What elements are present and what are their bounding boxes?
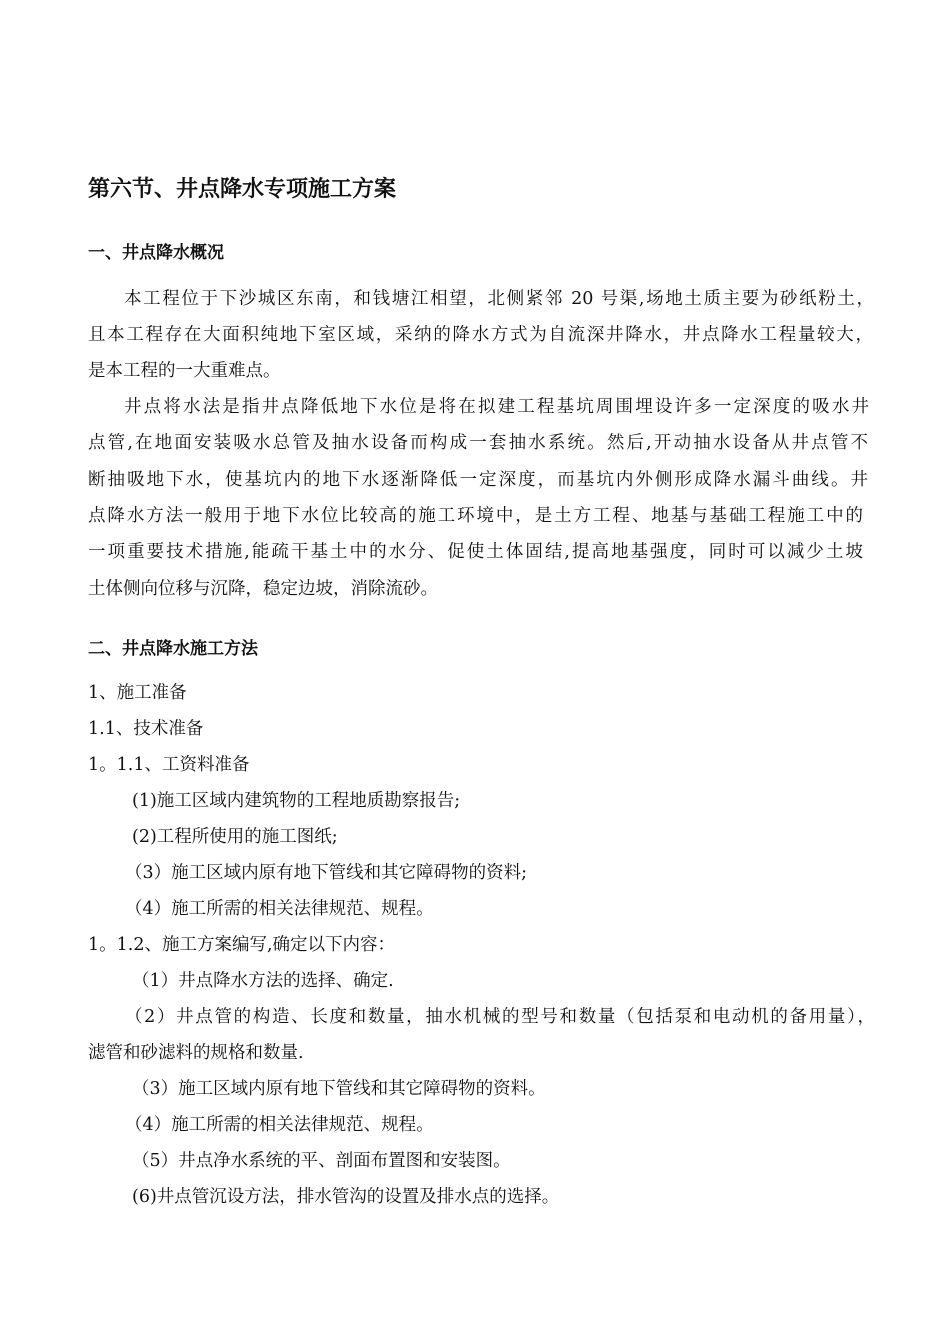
list-item: （4）施工所需的相关法律规范、规程。 <box>125 899 434 919</box>
paragraph1-line3: 是本工程的一大重难点。 <box>88 361 281 381</box>
section1-heading: 一、井点降水概况 <box>88 243 224 263</box>
paragraph2-line6: 土体侧向位移与沉降，稳定边坡，消除流砂。 <box>88 579 438 599</box>
section2-heading: 二、井点降水施工方法 <box>88 639 258 659</box>
subheading-1-1-1: 1。1.1、工资料准备 <box>88 755 250 775</box>
paragraph1-line1: 本工程位于下沙城区东南，和钱塘江相望，北侧紧邻 20 号渠,场地土质主要为砂纸粉土， <box>124 289 874 309</box>
paragraph2-line4: 点降水方法一般用于地下水位比较高的施工环境中，是土方工程、地基与基础工程施工中的 <box>88 506 863 526</box>
paragraph2-line3: 断抽吸地下水，使基坑内的地下水逐渐降低一定深度，而基坑内外侧形成降水漏斗曲线。井 <box>88 470 868 490</box>
subheading-1-1-2: 1。1.2、施工方案编写,确定以下内容： <box>88 935 396 955</box>
list-item-continuation: 滤管和砂滤料的规格和数量. <box>88 1043 304 1063</box>
subheading-1: 1、施工准备 <box>88 683 187 703</box>
list-item: （2）井点管的构造、长度和数量，抽水机械的型号和数量（包括泵和电动机的备用量）， <box>125 1007 875 1027</box>
list-item: （5）井点净水系统的平、剖面布置图和安装图。 <box>132 1151 511 1171</box>
list-item: （3）施工区域内原有地下管线和其它障碍物的资料。 <box>132 1079 546 1099</box>
list-item: (2)工程所使用的施工图纸; <box>132 827 338 847</box>
paragraph2-line2: 点管,在地面安装吸水总管及抽水设备而构成一套抽水系统。然后,开动抽水设备从井点管不 <box>88 433 868 453</box>
subheading-1-1: 1.1、技术准备 <box>88 719 204 739</box>
paragraph2-line5: 一项重要技术措施,能疏干基土中的水分、促使土体固结,提高地基强度，同时可以减少土坡 <box>88 542 863 562</box>
list-item: (6)井点管沉设方法，排水管沟的设置及排水点的选择。 <box>132 1187 560 1207</box>
paragraph2-line1: 井点将水法是指井点降低地下水位是将在拟建工程基坑周围埋设许多一定深度的吸水井 <box>124 397 869 417</box>
section-title: 第六节、井点降水专项施工方案 <box>88 177 397 202</box>
list-item: （3）施工区域内原有地下管线和其它障碍物的资料; <box>125 863 528 883</box>
paragraph1-line2: 且本工程存在大面积纯地下室区域，采纳的降水方式为自流深井降水，井点降水工程量较大， <box>88 325 873 345</box>
list-item: （4）施工所需的相关法律规范、规程。 <box>125 1115 434 1135</box>
list-item: （1）井点降水方法的选择、确定. <box>132 971 394 991</box>
list-item: (1)施工区域内建筑物的工程地质勘察报告; <box>132 791 461 811</box>
